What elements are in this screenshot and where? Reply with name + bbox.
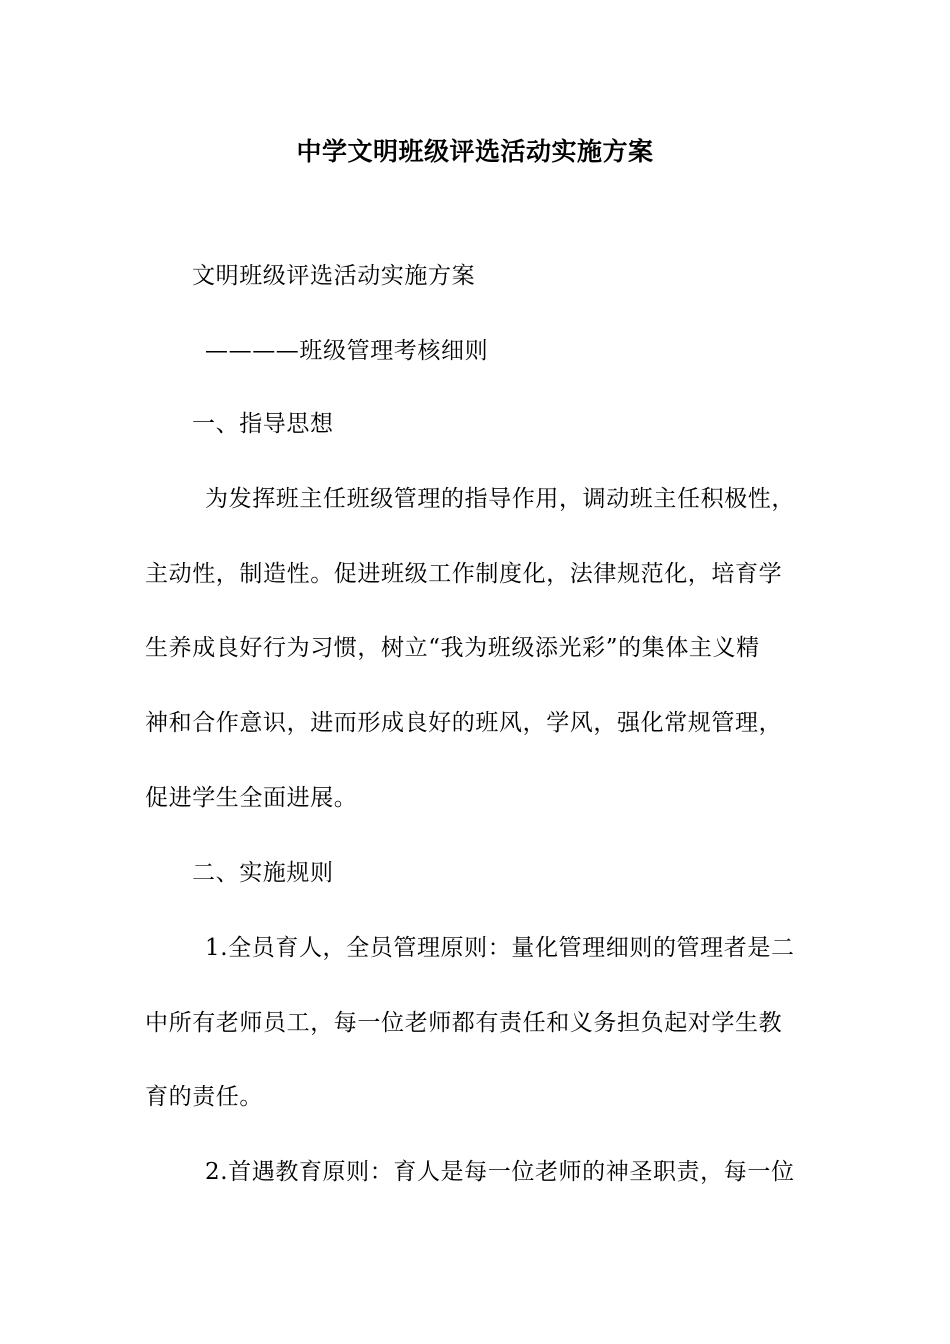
paragraph-line: 主动性，制造性。促进班级工作制度化，法律规范化，培育学: [145, 561, 783, 587]
paragraph-line: 生养成良好行为习惯，树立“我为班级添光彩”的集体主义精: [145, 635, 760, 661]
paragraph-line: 1.全员育人，全员管理原则：量化管理细则的管理者是二: [205, 935, 795, 961]
paragraph-line: 为发挥班主任班级管理的指导作用，调动班主任积极性，: [205, 486, 795, 512]
section-heading-guiding-ideology: 一、指导思想: [192, 411, 334, 437]
paragraph-line: 促进学生全面进展。: [145, 785, 358, 811]
paragraph-line: 神和合作意识，进而形成良好的班风，学风，强化常规管理，: [145, 710, 783, 736]
section-heading-implementation-rules: 二、实施规则: [192, 860, 334, 886]
subtitle: 文明班级评选活动实施方案: [192, 263, 476, 289]
paragraph-line: 育的责任。: [145, 1084, 263, 1110]
subtitle-rules: ————班级管理考核细则: [205, 338, 489, 364]
paragraph-line: 2.首遇教育原则：育人是每一位老师的神圣职责，每一位: [205, 1159, 795, 1185]
document-title: 中学文明班级评选活动实施方案: [296, 137, 654, 166]
paragraph-line: 中所有老师员工，每一位老师都有责任和义务担负起对学生教: [145, 1010, 783, 1036]
